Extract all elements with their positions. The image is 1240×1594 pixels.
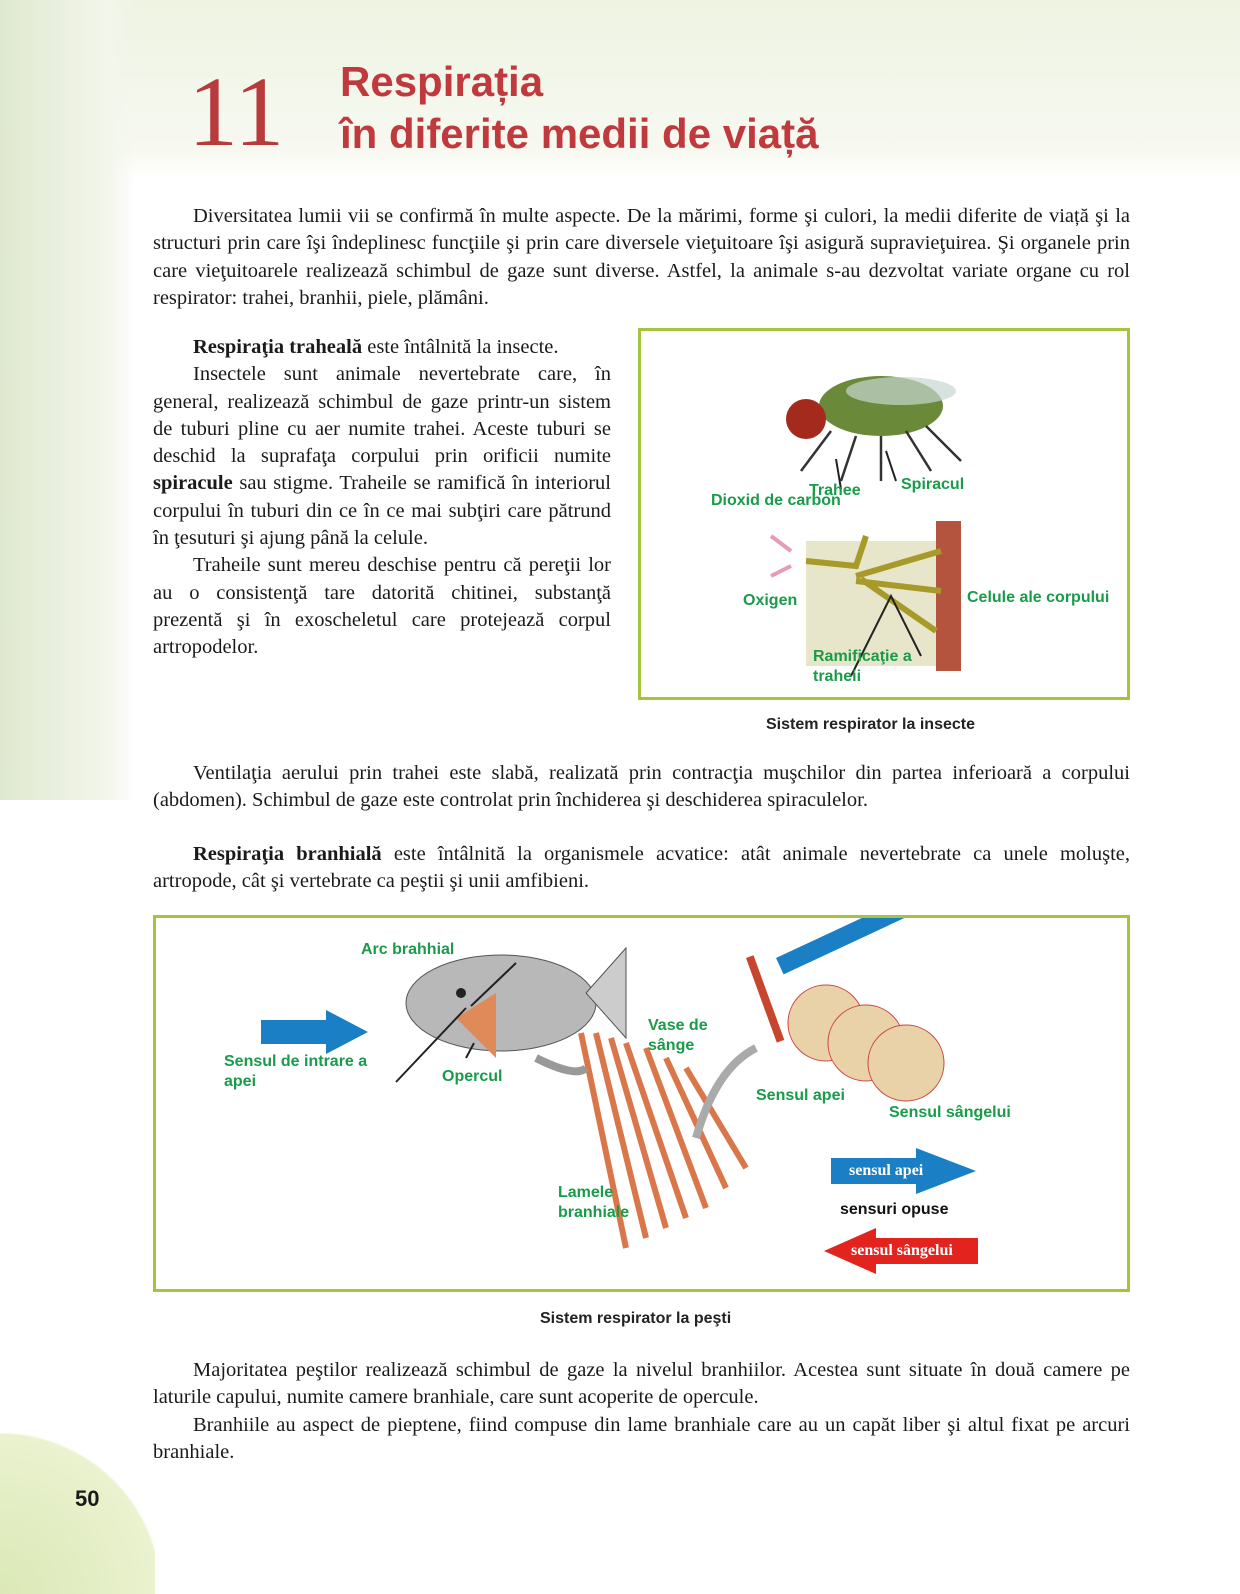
- label-trahee: Trahee: [809, 482, 861, 499]
- blood-vessel-diagram-icon: [746, 918, 947, 1101]
- side-leaf-background: [0, 0, 135, 800]
- label-celule: Celule ale corpului: [967, 589, 1110, 606]
- insect-figure-caption: Sistem respirator la insecte: [766, 716, 975, 733]
- intro-paragraph: [153, 203, 1130, 312]
- text: este întâlnită la insecte.: [362, 336, 559, 358]
- chapter-number: 11: [188, 56, 285, 167]
- sensul-sangelui-arrow-label: sensul sângelui: [851, 1242, 953, 1259]
- title-line-1: Respirația: [340, 58, 544, 105]
- text: Branhiile au aspect de pieptene, fiind compuse din lame branhiale care au un capăt liber şi altul fixat pe arcuri branhiale.: [153, 1413, 1130, 1463]
- fly-icon: [786, 376, 961, 481]
- fish-figure: [153, 915, 1130, 1292]
- insect-illustration: [641, 331, 1127, 697]
- outro-section: [153, 1357, 1130, 1466]
- term-tracheal: Respiraţia traheală: [193, 336, 363, 358]
- term-spiracule: spiracule: [153, 472, 233, 495]
- label-dioxid: Dioxid de carbon: [711, 492, 841, 509]
- label-opercul: Opercul: [442, 1068, 503, 1085]
- label-vase-de-sange: Vase de sânge: [648, 1017, 708, 1054]
- outro-p2: [153, 1412, 1130, 1467]
- page-number: 50: [75, 1486, 100, 1511]
- sensul-apei-arrow-label: sensul apei: [849, 1162, 924, 1179]
- label-sensul-intrare: Sensul de intrare a apei: [224, 1053, 368, 1090]
- label-arc-brahhial: Arc brahhial: [361, 941, 455, 958]
- label-spiracul: Spiracul: [901, 476, 965, 493]
- label-oxigen: Oxigen: [743, 592, 798, 609]
- tracheal-p2: [153, 361, 611, 552]
- tracheal-p1: [153, 334, 611, 361]
- outro-p1: [153, 1357, 1130, 1412]
- water-inflow-arrow-icon: [261, 1010, 368, 1054]
- insect-figure: [638, 328, 1130, 700]
- text: Insectele sunt animale nevertebrate care, în general, realizează schimbul de gaze printr-un sistem de tuburi pline cu aer numite trahei. Aceste tuburi se deschid la suprafaţa corpului prin orificii numite: [153, 363, 611, 468]
- label-sensul-sangelui: Sensul sângelui: [889, 1104, 1011, 1121]
- text: este întâlnită la organismele acvatice: atât animale nevertebrate ca unele moluşte, artropode, cât şi vertebrate ca peştii şi unii amfibieni.: [153, 843, 1130, 893]
- ventilation-paragraph: [153, 760, 1130, 815]
- fish-icon: [406, 948, 626, 1058]
- text: Majoritatea peştilor realizează schimbul de gaze la nivelul branhiilor. Acestea sunt situate în două camere pe laturile capului, numite camere branhiale, care sunt acoperite de opercule.: [153, 1359, 1130, 1409]
- tracheal-section: [153, 334, 611, 662]
- text: Traheile sunt mereu deschise pentru că pereţii lor au o consistenţă tare datorită chitinei, substanţă prezentă şi în exoscheletul care protejează corpul artropodelor.: [153, 554, 611, 659]
- tracheal-p3: [153, 552, 611, 661]
- label-sensul-apei: Sensul apei: [756, 1087, 845, 1104]
- fish-figure-caption: Sistem respirator la peşti: [540, 1310, 732, 1327]
- label-lamele-branhiale: Lamele branhiale: [558, 1184, 630, 1221]
- label-ramificatie: Ramificaţie a traheii: [813, 648, 912, 685]
- intro-text: Diversitatea lumii vii se confirmă în multe aspecte. De la mărimi, forme şi culori, la medii diferite de viață şi la structuri prin care îşi îndeplinesc funcţiile şi prin care diversele vieţuitoare îşi asigură supravieţuirea. Şi organele prin care vieţuitoarele realizează schimbul de gaze sunt diverse. Astfel, la animale s-au dezvoltat variate organe cu rol respirator: trahei, branhii, piele, plămâni.: [153, 205, 1130, 309]
- text: sau stigme. Traheile se ramifică în interiorul corpului în tuburi din ce în ce mai subţiri care pătrund în ţesuturi şi ajung până la celule.: [153, 472, 611, 550]
- text: Ventilaţia aerului prin trahei este slabă, realizată prin contracţia muşchilor din partea inferioară a corpului (abdomen). Schimbul de gaze este controlat prin închiderea şi deschiderea spiraculelor.: [153, 762, 1130, 812]
- term-branchial: Respiraţia branhială: [193, 843, 382, 865]
- title-line-2: în diferite medii de viață: [340, 110, 819, 157]
- sensuri-opuse-label: sensuri opuse: [840, 1201, 949, 1218]
- branchial-paragraph: [153, 841, 1130, 896]
- cell-wall: [936, 521, 961, 671]
- chapter-title: [340, 56, 818, 160]
